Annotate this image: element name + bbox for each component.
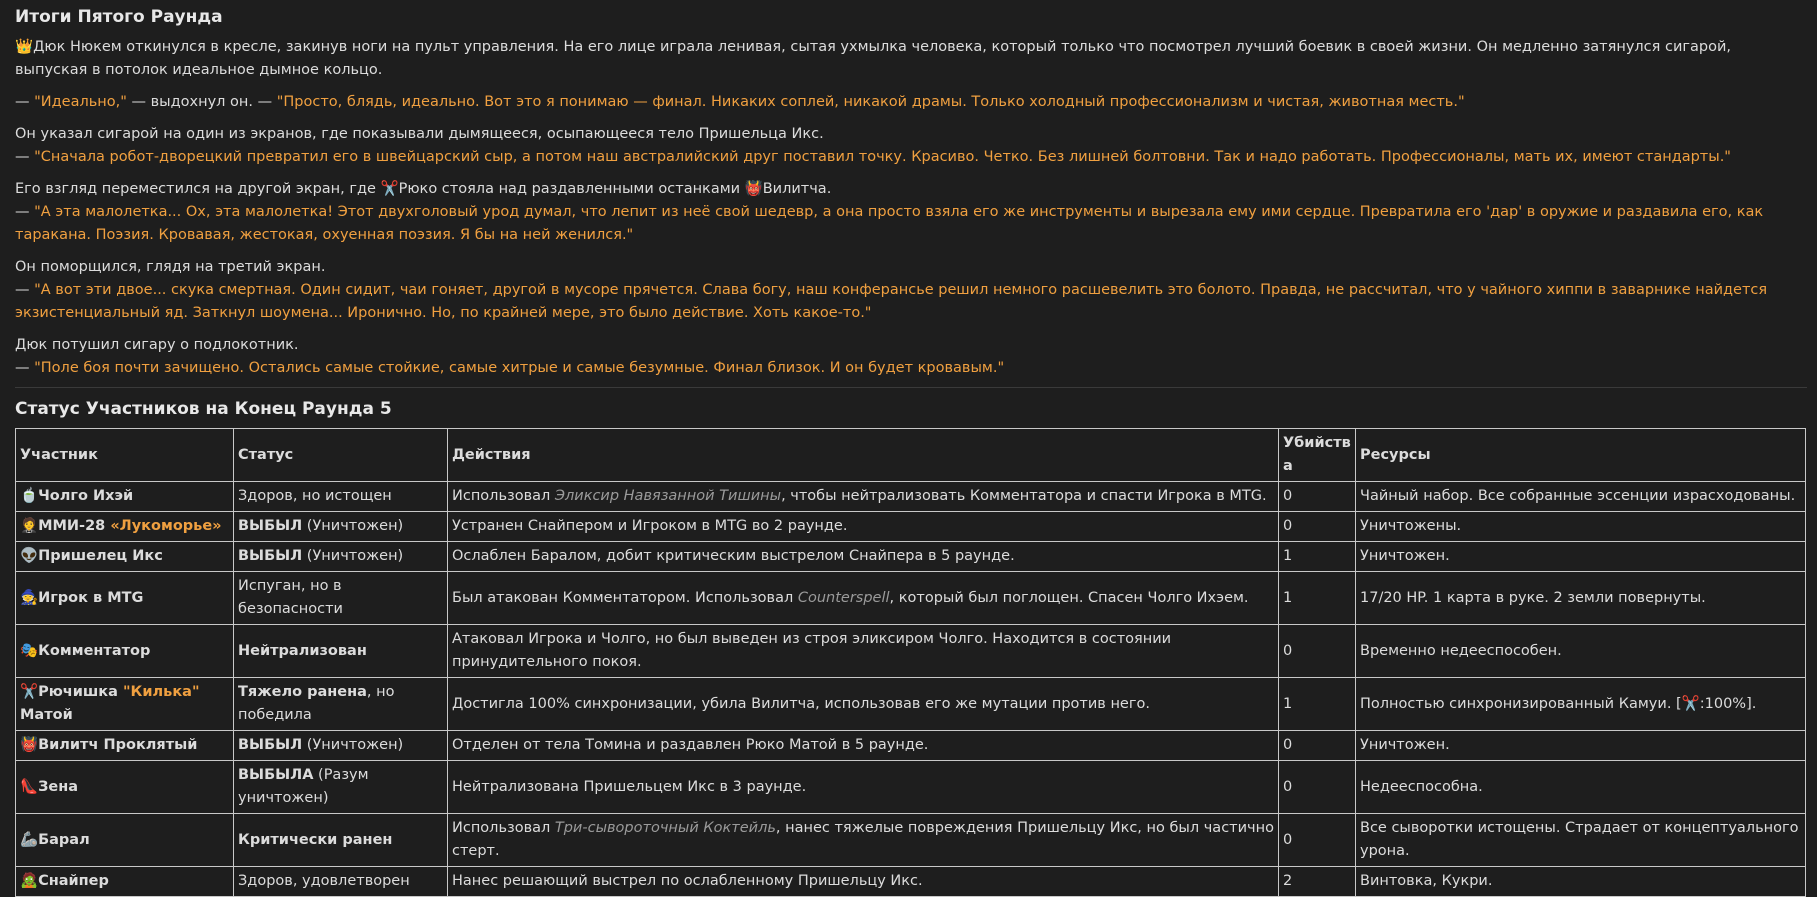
participant-cell: 🎭Комментатор xyxy=(16,625,234,678)
kills-cell: 0 xyxy=(1279,512,1356,542)
kills-cell: 0 xyxy=(1279,625,1356,678)
participant-cell: 👹Вилитч Проклятый xyxy=(16,731,234,761)
actions-cell: Нанес решающий выстрел по ослабленному Пришельцу Икс. xyxy=(448,867,1279,897)
actions-cell: Использовал Эликсир Навязанной Тишины, чтобы нейтрализовать Комментатора и спасти Игрока в MTG. xyxy=(448,482,1279,512)
kills-cell: 1 xyxy=(1279,678,1356,731)
participant-cell: ✂️Рючишка "Килька" Матой xyxy=(16,678,234,731)
scissors-icon: ✂️ xyxy=(380,181,399,197)
participant-icon: 🎭 xyxy=(20,642,39,659)
actions-cell: Отделен от тела Томина и раздавлен Рюко Матой в 5 раунде. xyxy=(448,731,1279,761)
story-title: Итоги Пятого Раунда xyxy=(15,7,223,27)
resources-cell: Все сыворотки истощены. Страдает от концептуального урона. xyxy=(1356,814,1806,867)
story-quote: — "Поле боя почти зачищено. Остались самые стойкие, самые хитрые и самые безумные. Финал близок. И он будет кровавым." xyxy=(15,360,1005,376)
participant-cell: 🦾Барал xyxy=(16,814,234,867)
resources-cell: Уничтожен. xyxy=(1356,542,1806,572)
status-cell: ВЫБЫЛ (Уничтожен) xyxy=(234,512,448,542)
participant-icon: 🧟 xyxy=(20,873,39,889)
status-cell: Нейтрализован xyxy=(234,625,448,678)
resources-cell: Чайный набор. Все собранные эссенции израсходованы. xyxy=(1356,482,1806,512)
table-row xyxy=(16,512,1806,542)
actions-cell: Атаковал Игрока и Чолго, но был выведен из строя эликсиром Чолго. Находится в состоянии принудительного покоя. xyxy=(448,625,1279,678)
status-table xyxy=(15,428,1806,897)
kills-cell: 0 xyxy=(1279,814,1356,867)
story-paragraph: Его взгляд переместился на другой экран, где ✂️Рюко стояла над раздавленными останками 👹Вилитча. xyxy=(15,181,832,197)
resources-cell: Уничтожен. xyxy=(1356,731,1806,761)
resources-cell: 17/20 HP. 1 карта в руке. 2 земли повернуты. xyxy=(1356,572,1806,625)
table-row xyxy=(16,761,1806,814)
table-header-row xyxy=(16,429,1806,482)
participant-cell: 🧟Снайпер xyxy=(16,867,234,897)
col-participant: Участник xyxy=(16,429,234,482)
resources-cell: Временно недееспособен. xyxy=(1356,625,1806,678)
participant-icon: 🦾 xyxy=(20,831,39,848)
kills-cell: 0 xyxy=(1279,761,1356,814)
kills-cell: 0 xyxy=(1279,482,1356,512)
col-kills: Убийства xyxy=(1279,429,1356,482)
actions-cell: Устранен Снайпером и Игроком в MTG во 2 раунде. xyxy=(448,512,1279,542)
status-cell: Критически ранен xyxy=(234,814,448,867)
story-paragraph: Дюк потушил сигару о подлокотник. xyxy=(15,337,299,353)
actions-cell: Был атакован Комментатором. Использовал Counterspell, который был поглощен. Спасен Чолго Ихэем. xyxy=(448,572,1279,625)
participant-icon: 👠 xyxy=(20,778,39,795)
col-resources: Ресурсы xyxy=(1356,429,1806,482)
story-quote: — "Сначала робот-дворецкий превратил его в швейцарский сыр, а потом наш австралийский друг поставил точку. Красиво. Четко. Без лишней болтовни. Так и надо работать. Профессионалы, мать их, имеют стандарты." xyxy=(15,149,1731,165)
actions-cell: Ослаблен Баралом, добит критическим выстрелом Снайпера в 5 раунде. xyxy=(448,542,1279,572)
story-quote: — "Идеально," — выдохнул он. — "Просто, блядь, идеально. Вот это я понимаю — финал. Никаких соплей, никакой драмы. Только холодный профессионализм и чистая, животная месть." xyxy=(15,94,1465,110)
participant-icon: 👹 xyxy=(20,737,39,753)
status-cell: ВЫБЫЛА (Разум уничтожен) xyxy=(234,761,448,814)
story-quote: — "А эта малолетка... Ох, эта малолетка! Этот двухголовый урод думал, что лепит из неё свой шедевр, а она просто взяла его же инструменты и вырезала ему ими сердце. Превратила его 'дар' в оружие и раздавила его, как таракана. Поэзия. Кровавая, жестокая, охуенная поэзия. Я бы на ней женился." xyxy=(15,204,1764,243)
status-cell: ВЫБЫЛ (Уничтожен) xyxy=(234,731,448,761)
story-quote: — "А вот эти двое... скука смертная. Один сидит, чаи гоняет, другой в мусоре прячется. Слава богу, наш конферансье решил немного расшевелить это болото. Правда, не рассчитал, что у чайного хиппи в заварнике найдется экзистенциальный яд. Заткнул шоумена... Иронично. Но, по крайней мере, это было действие. Хоть какое-то." xyxy=(15,282,1768,321)
participant-icon: 🤵 xyxy=(20,518,39,534)
participant-icon: 🧙 xyxy=(20,589,39,606)
status-cell: Тяжело ранена, но победила xyxy=(234,678,448,731)
status-title: Статус Участников на Конец Раунда 5 xyxy=(15,399,392,419)
resources-cell: Винтовка, Кукри. xyxy=(1356,867,1806,897)
participant-icon: 👽 xyxy=(20,548,39,564)
actions-cell: Использовал Три-сывороточный Коктейль, нанес тяжелые повреждения Пришельцу Икс, но был частично стерт. xyxy=(448,814,1279,867)
participant-icon: 🍵 xyxy=(20,488,39,504)
table-row xyxy=(16,625,1806,678)
status-cell: Здоров, но истощен xyxy=(234,482,448,512)
table-row xyxy=(16,678,1806,731)
table-row xyxy=(16,572,1806,625)
resources-cell: Полностью синхронизированный Камуи. [✂️:100%]. xyxy=(1356,678,1806,731)
table-row xyxy=(16,482,1806,512)
col-actions: Действия xyxy=(448,429,1279,482)
story-paragraph: Он поморщился, глядя на третий экран. xyxy=(15,259,326,275)
resources-cell: Недееспособна. xyxy=(1356,761,1806,814)
col-status: Статус xyxy=(234,429,448,482)
status-cell: Испуган, но в безопасности xyxy=(234,572,448,625)
kills-cell: 1 xyxy=(1279,572,1356,625)
divider xyxy=(15,387,1807,388)
actions-cell: Нейтрализована Пришельцем Икс в 3 раунде. xyxy=(448,761,1279,814)
table-row xyxy=(16,867,1806,897)
participant-cell: 🧙Игрок в MTG xyxy=(16,572,234,625)
crown-icon: 👑 xyxy=(15,39,34,55)
participant-icon: ✂️ xyxy=(20,684,39,700)
status-cell: ВЫБЫЛ (Уничтожен) xyxy=(234,542,448,572)
participant-cell: 🤵ММИ-28 «Лукоморье» xyxy=(16,512,234,542)
kills-cell: 2 xyxy=(1279,867,1356,897)
story-paragraph: Он указал сигарой на один из экранов, где показывали дымящееся, осыпающееся тело Пришельца Икс. xyxy=(15,126,824,142)
demon-icon: 👹 xyxy=(744,181,763,197)
participant-cell: 👽Пришелец Икс xyxy=(16,542,234,572)
table-row xyxy=(16,731,1806,761)
resources-cell: Уничтожены. xyxy=(1356,512,1806,542)
table-row xyxy=(16,814,1806,867)
table-row xyxy=(16,542,1806,572)
status-cell: Здоров, удовлетворен xyxy=(234,867,448,897)
kills-cell: 0 xyxy=(1279,731,1356,761)
story-paragraph: 👑Дюк Нюкем откинулся в кресле, закинув ноги на пульт управления. На его лице играла ленивая, сытая ухмылка человека, который только что посмотрел лучший боевик в своей жизни. Он медленно затянулся сигарой, выпуская в потолок идеальное дымное кольцо. xyxy=(15,39,1731,78)
kills-cell: 1 xyxy=(1279,542,1356,572)
participant-cell: 🍵Чолго Ихэй xyxy=(16,482,234,512)
participant-cell: 👠Зена xyxy=(16,761,234,814)
actions-cell: Достигла 100% синхронизации, убила Вилитча, использовав его же мутации против него. xyxy=(448,678,1279,731)
